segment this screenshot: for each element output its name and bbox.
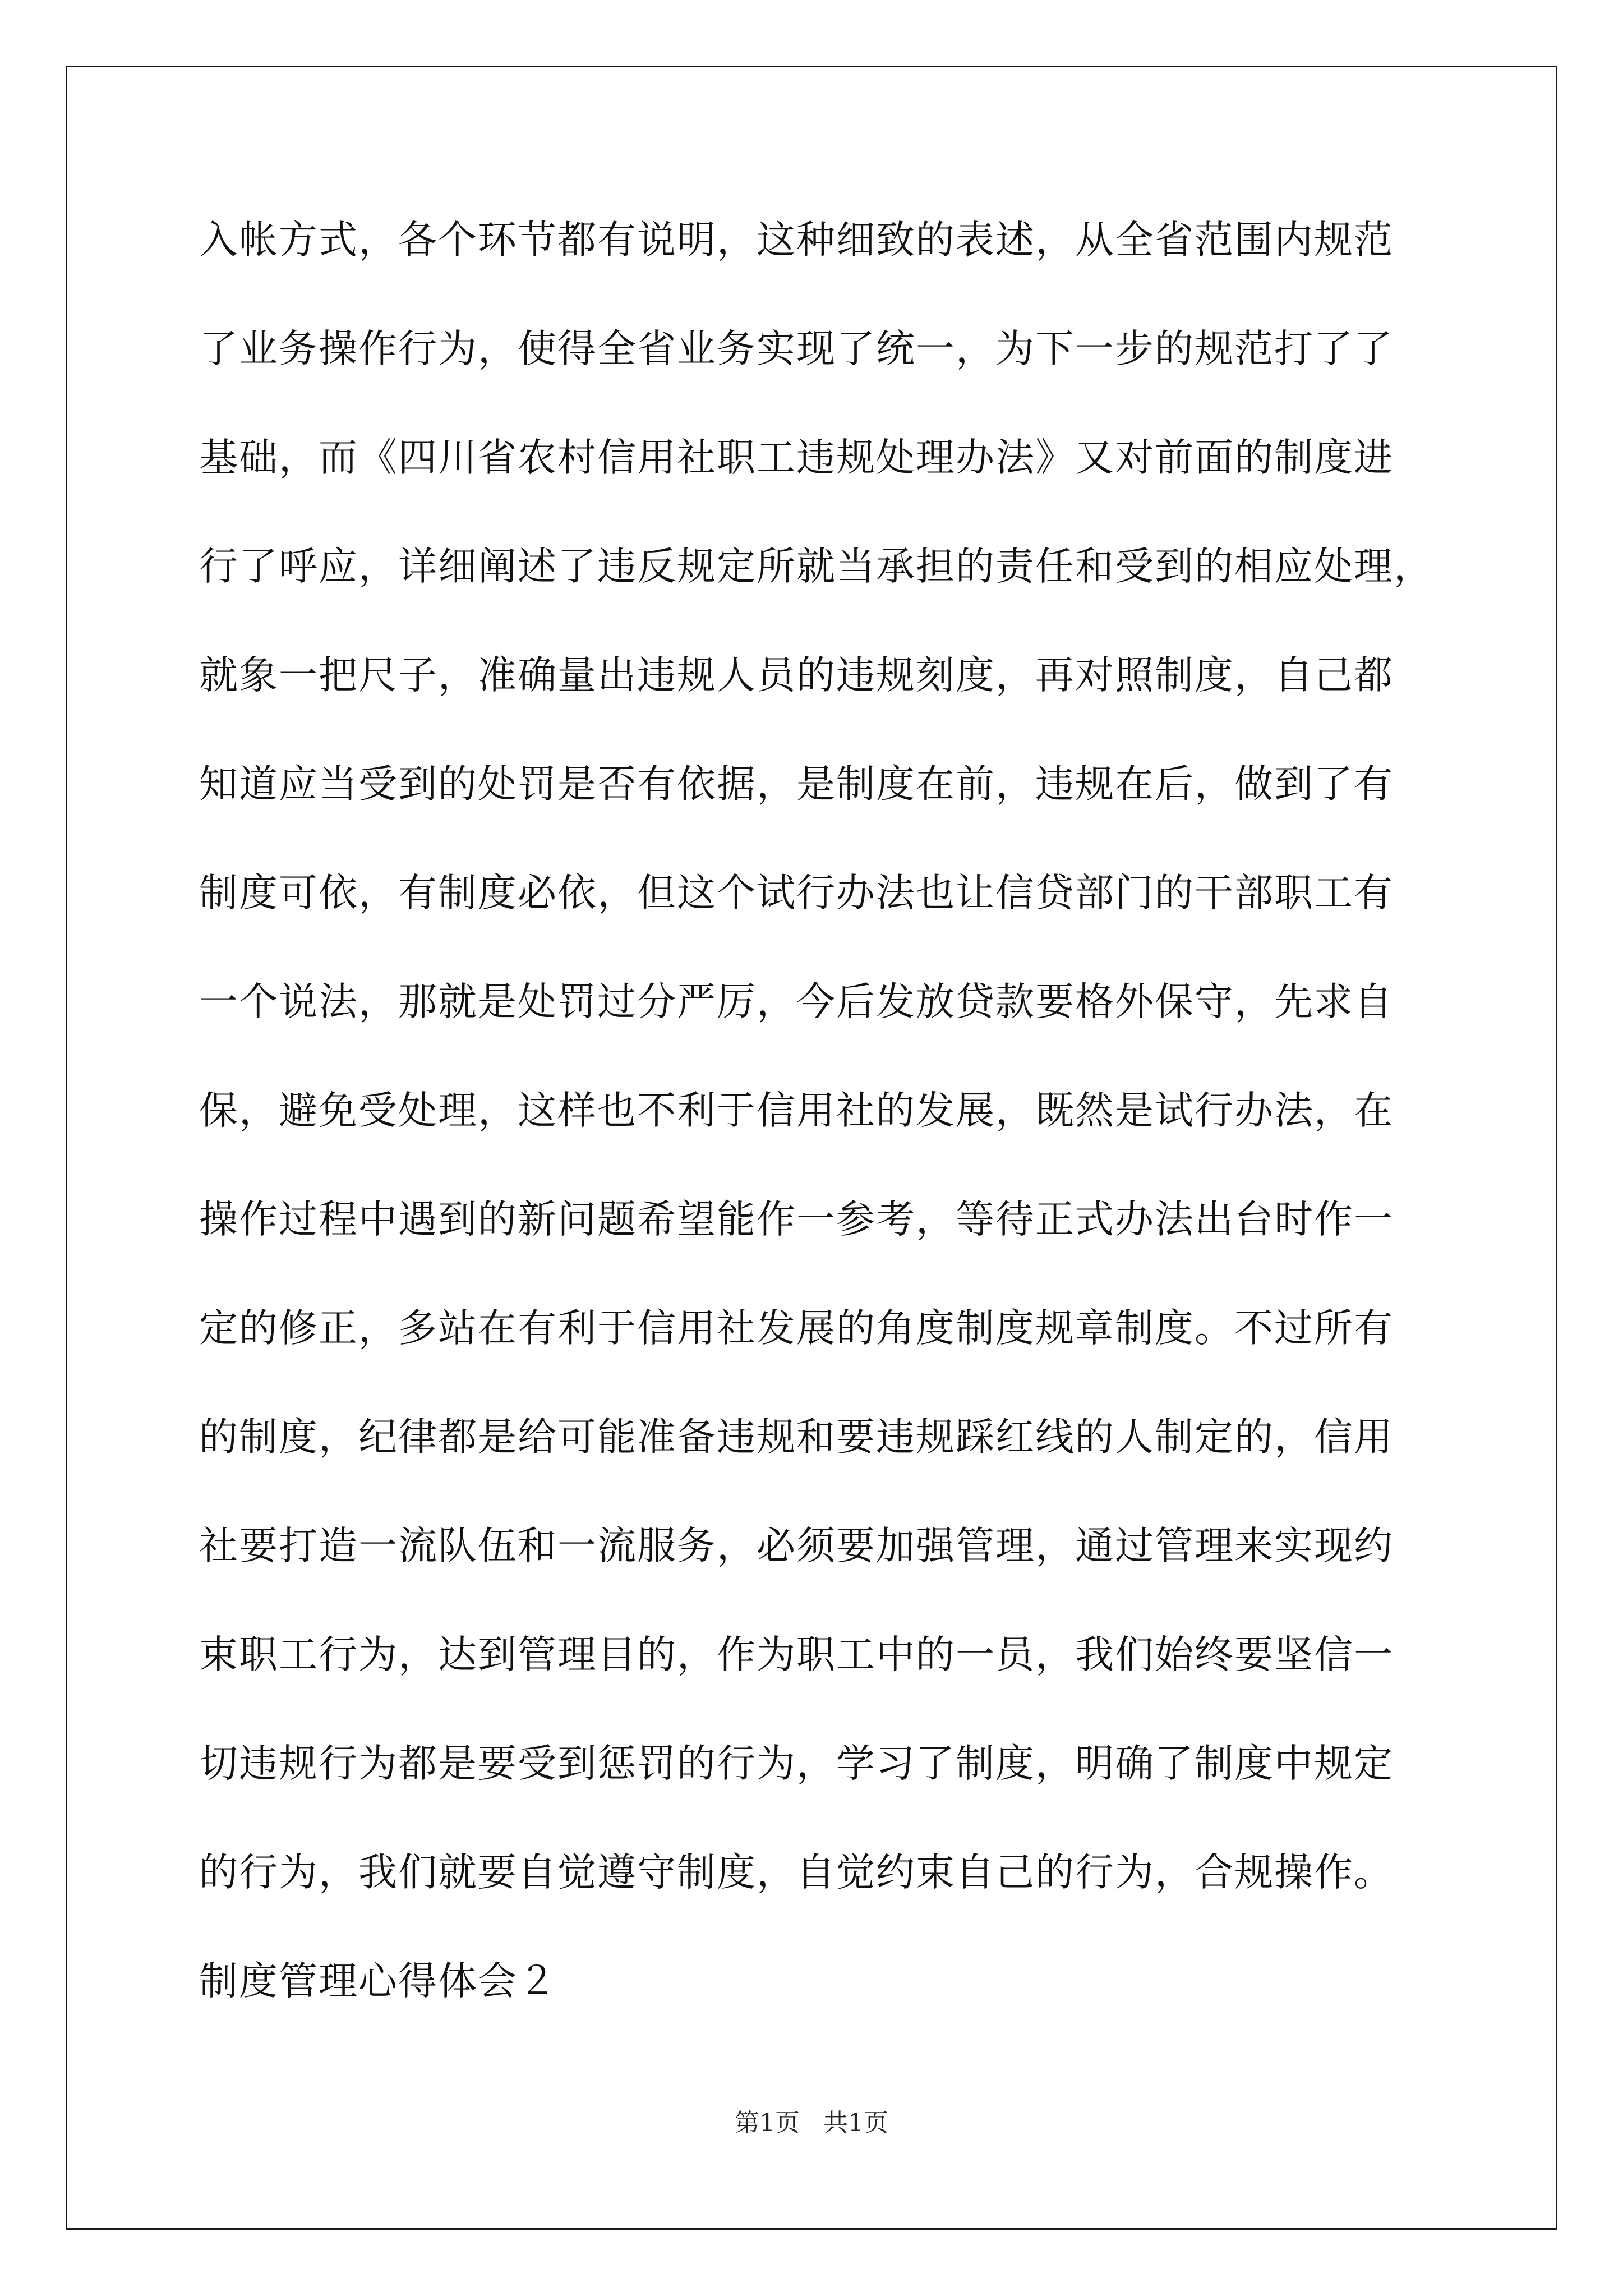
body-line: 就象一把尺子，准确量出违规人员的违规刻度，再对照制度，自己都 (199, 653, 1394, 698)
body-line: 入帐方式，各个环节都有说明，这种细致的表述，从全省范围内规范 (199, 218, 1394, 263)
page-number: 第1页 (735, 2109, 800, 2137)
body-line: 操作过程中遇到的新问题希望能作一参考，等待正式办法出台时作一 (199, 1197, 1394, 1242)
body-line: 定的修正，多站在有利于信用社发展的角度制度规章制度。不过所有 (199, 1306, 1394, 1351)
document-body (199, 212, 1433, 2062)
body-line: 社要打造一流队伍和一流服务，必须要加强管理，通过管理来实现约 (199, 1524, 1394, 1568)
page-total: 共1页 (823, 2109, 888, 2137)
body-line: 的制度，纪律都是给可能准备违规和要违规踩红线的人制定的，信用 (199, 1415, 1394, 1460)
body-line: 切违规行为都是要受到惩罚的行为，学习了制度，明确了制度中规定 (199, 1741, 1394, 1786)
body-line: 了业务操作行为，使得全省业务实现了统一，为下一步的规范打了了 (199, 326, 1394, 371)
body-line: 保，避免受处理，这样也不利于信用社的发展，既然是试行办法，在 (199, 1088, 1394, 1133)
body-line: 行了呼应，详细阐述了违反规定所就当承担的责任和受到的相应处理， (199, 544, 1433, 589)
body-line: 一个说法，那就是处罚过分严厉，今后发放贷款要格外保守，先求自 (199, 979, 1394, 1024)
body-line: 的行为，我们就要自觉遵守制度，自觉约束自己的行为，合规操作。 (199, 1850, 1394, 1895)
page-footer (0, 2106, 1623, 2140)
body-line: 基础，而《四川省农村信用社职工违规处理办法》又对前面的制度进 (199, 435, 1394, 480)
body-line: 束职工行为，达到管理目的，作为职工中的一员，我们始终要坚信一 (199, 1632, 1394, 1677)
body-line: 制度可依，有制度必依，但这个试行办法也让信贷部门的干部职工有 (199, 871, 1394, 915)
body-line: 知道应当受到的处罚是否有依据，是制度在前，违规在后，做到了有 (199, 762, 1394, 807)
section-heading: 制度管理心得体会２ (199, 1959, 557, 2004)
